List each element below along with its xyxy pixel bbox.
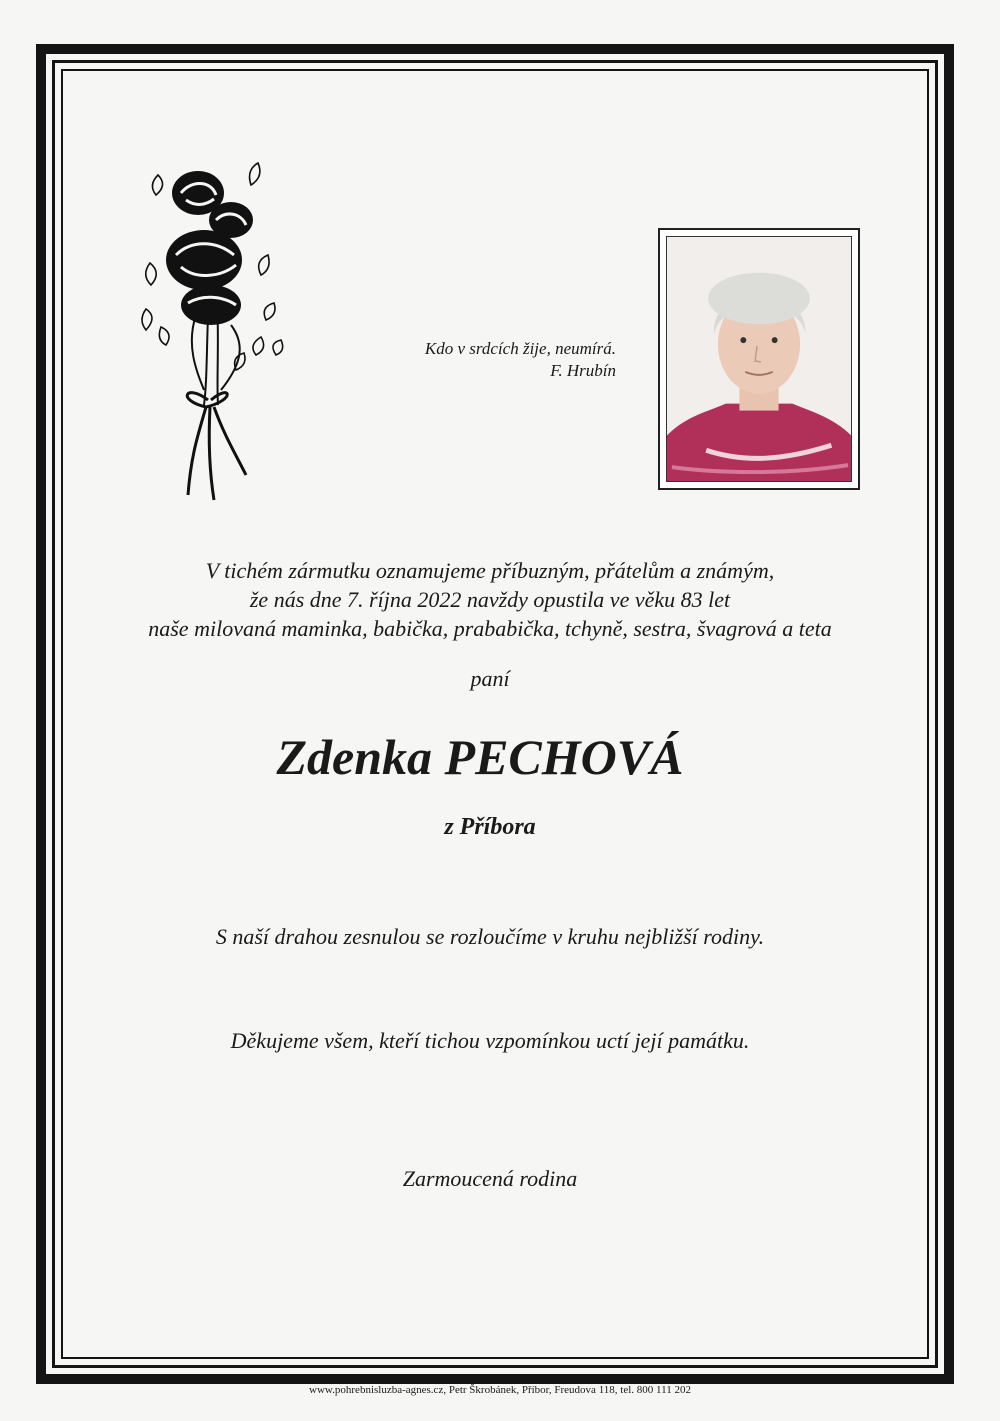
quote-text: Kdo v srdcích žije, neumírá.: [424, 339, 616, 358]
announcement-line: že nás dne 7. října 2022 navždy opustila ve věku 83 let: [249, 587, 731, 612]
footer-contact: www.pohrebnisluzba-agnes.cz, Petr Škrobánek, Příbor, Freudova 118, tel. 800 111 202: [309, 1384, 691, 1396]
announcement-line: V tichém zármutku oznamujeme příbuzným, přátelům a známým,: [205, 558, 775, 583]
quote: [380, 338, 616, 382]
quote-author: F. Hrubín: [550, 361, 616, 380]
announcement: [60, 556, 920, 643]
signature: Zarmoucená rodina: [402, 1166, 578, 1191]
rose-illustration: [136, 155, 286, 505]
thanks-text: Děkujeme všem, kteří tichou vzpomínkou uctí její památku.: [230, 1028, 750, 1053]
portrait-photo: [666, 236, 852, 482]
farewell-text: S naší drahou zesnulou se rozloučíme v kruhu nejbližší rodiny.: [215, 924, 765, 949]
honorific: paní: [470, 666, 510, 691]
portrait-photo-frame: [658, 228, 860, 490]
announcement-line: naše milovaná maminka, babička, prababička, tchyně, sestra, švagrová a teta: [148, 616, 832, 641]
deceased-origin: z Příbora: [444, 814, 536, 840]
deceased-name: Zdenka PECHOVÁ: [276, 729, 684, 785]
